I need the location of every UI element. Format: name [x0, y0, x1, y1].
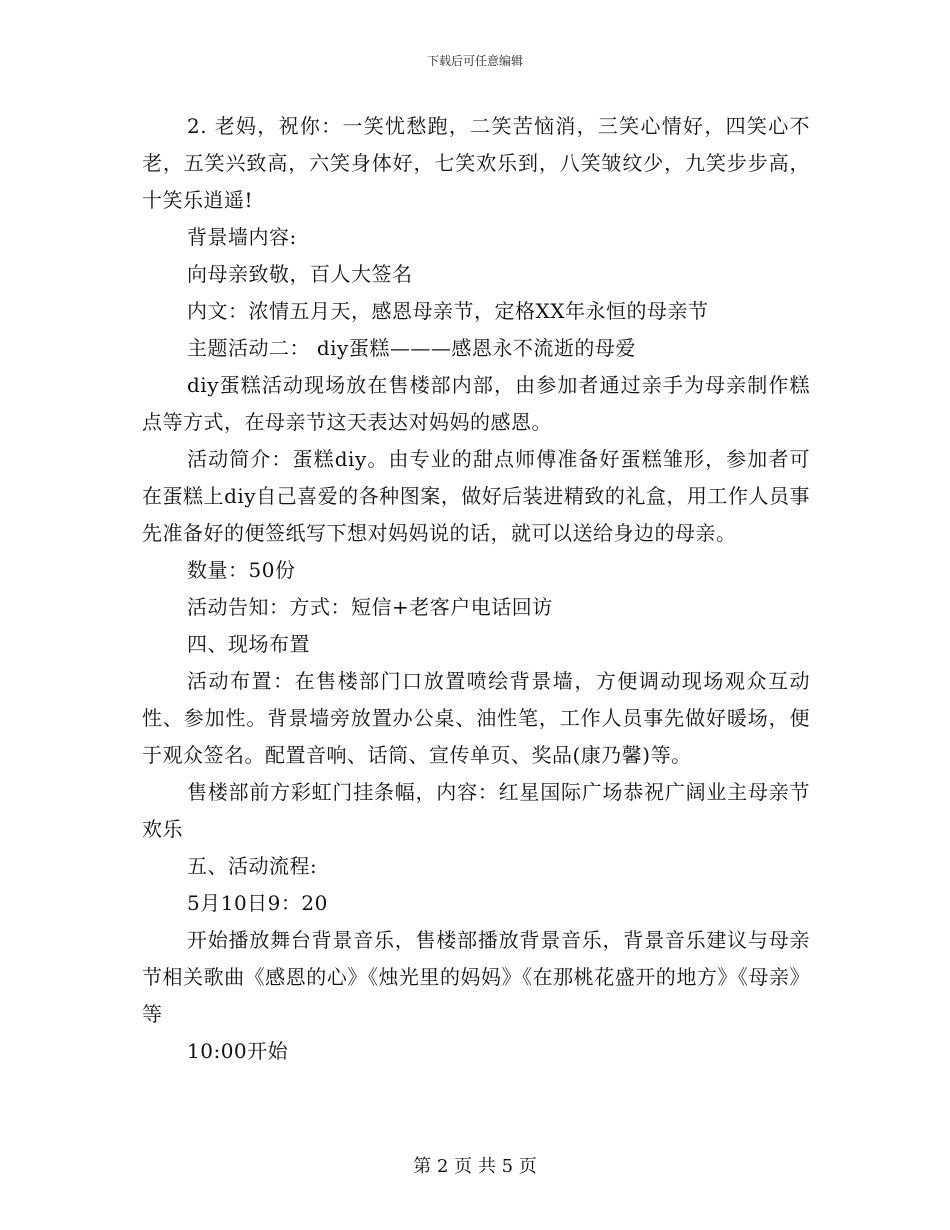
paragraph-activity-layout: 活动布置：在售楼部门口放置喷绘背景墙，方便调动现场观众互动性、参加性。背景墙旁放置办公桌、油性笔，工作人员事先做好暖场，便于观众签名。配置音响、话筒、宣传单页、奖品(康乃馨)等。 — [142, 669, 810, 767]
paragraph-background-music: 开始播放舞台背景音乐，售楼部播放背景音乐，背景音乐建议与母亲节相关歌曲《感恩的心》《烛光里的妈妈》《在那桃花盛开的地方》《母亲》等 — [142, 928, 810, 1026]
paragraph-start-time: 10:00开始 — [187, 1039, 289, 1063]
page-footer: 第 2 页 共 5 页 — [413, 1156, 537, 1177]
paragraph-background-wall-heading: 背景墙内容: — [187, 225, 297, 249]
paragraph-theme-activity-two: 主题活动二： diy蛋糕———感恩永不流逝的母爱 — [187, 336, 636, 360]
document-body — [142, 108, 810, 1070]
paragraph-background-wall-text: 内文：浓情五月天，感恩母亲节，定格XX年永恒的母亲节 — [187, 299, 709, 323]
section-heading-site-layout: 四、现场布置 — [187, 632, 310, 656]
page-header: 下载后可任意编辑 — [426, 54, 523, 68]
paragraph-blessing: 2. 老妈，祝你：一笑忧愁跑，二笑苦恼消，三笑心情好，四笑心不老，五笑兴致高，六笑身体好，七笑欢乐到，八笑皱纹少，九笑步步高，十笑乐逍遥! — [142, 114, 810, 212]
paragraph-activity-notice: 活动告知：方式：短信+老客户电话回访 — [187, 595, 553, 619]
paragraph-date-time: 5月10日9：20 — [187, 891, 328, 915]
paragraph-activity-intro: 活动简介：蛋糕diy。由专业的甜点师傅准备好蛋糕雏形，参加者可在蛋糕上diy自己喜爱的各种图案，做好后装进精致的礼盒，用工作人员事先准备好的便签纸写下想对妈妈说的话，就可以送给身边的母亲。 — [142, 447, 810, 545]
paragraph-quantity: 数量：50份 — [187, 558, 296, 582]
paragraph-rainbow-arch: 售楼部前方彩虹门挂条幅，内容：红星国际广场恭祝广阔业主母亲节欢乐 — [142, 780, 810, 841]
section-heading-activity-flow: 五、活动流程: — [187, 854, 318, 878]
paragraph-diy-cake-location: diy蛋糕活动现场放在售楼部内部，由参加者通过亲手为母亲制作糕点等方式，在母亲节这天表达对妈妈的感恩。 — [142, 373, 810, 434]
paragraph-background-wall-title: 向母亲致敬，百人大签名 — [187, 262, 413, 286]
